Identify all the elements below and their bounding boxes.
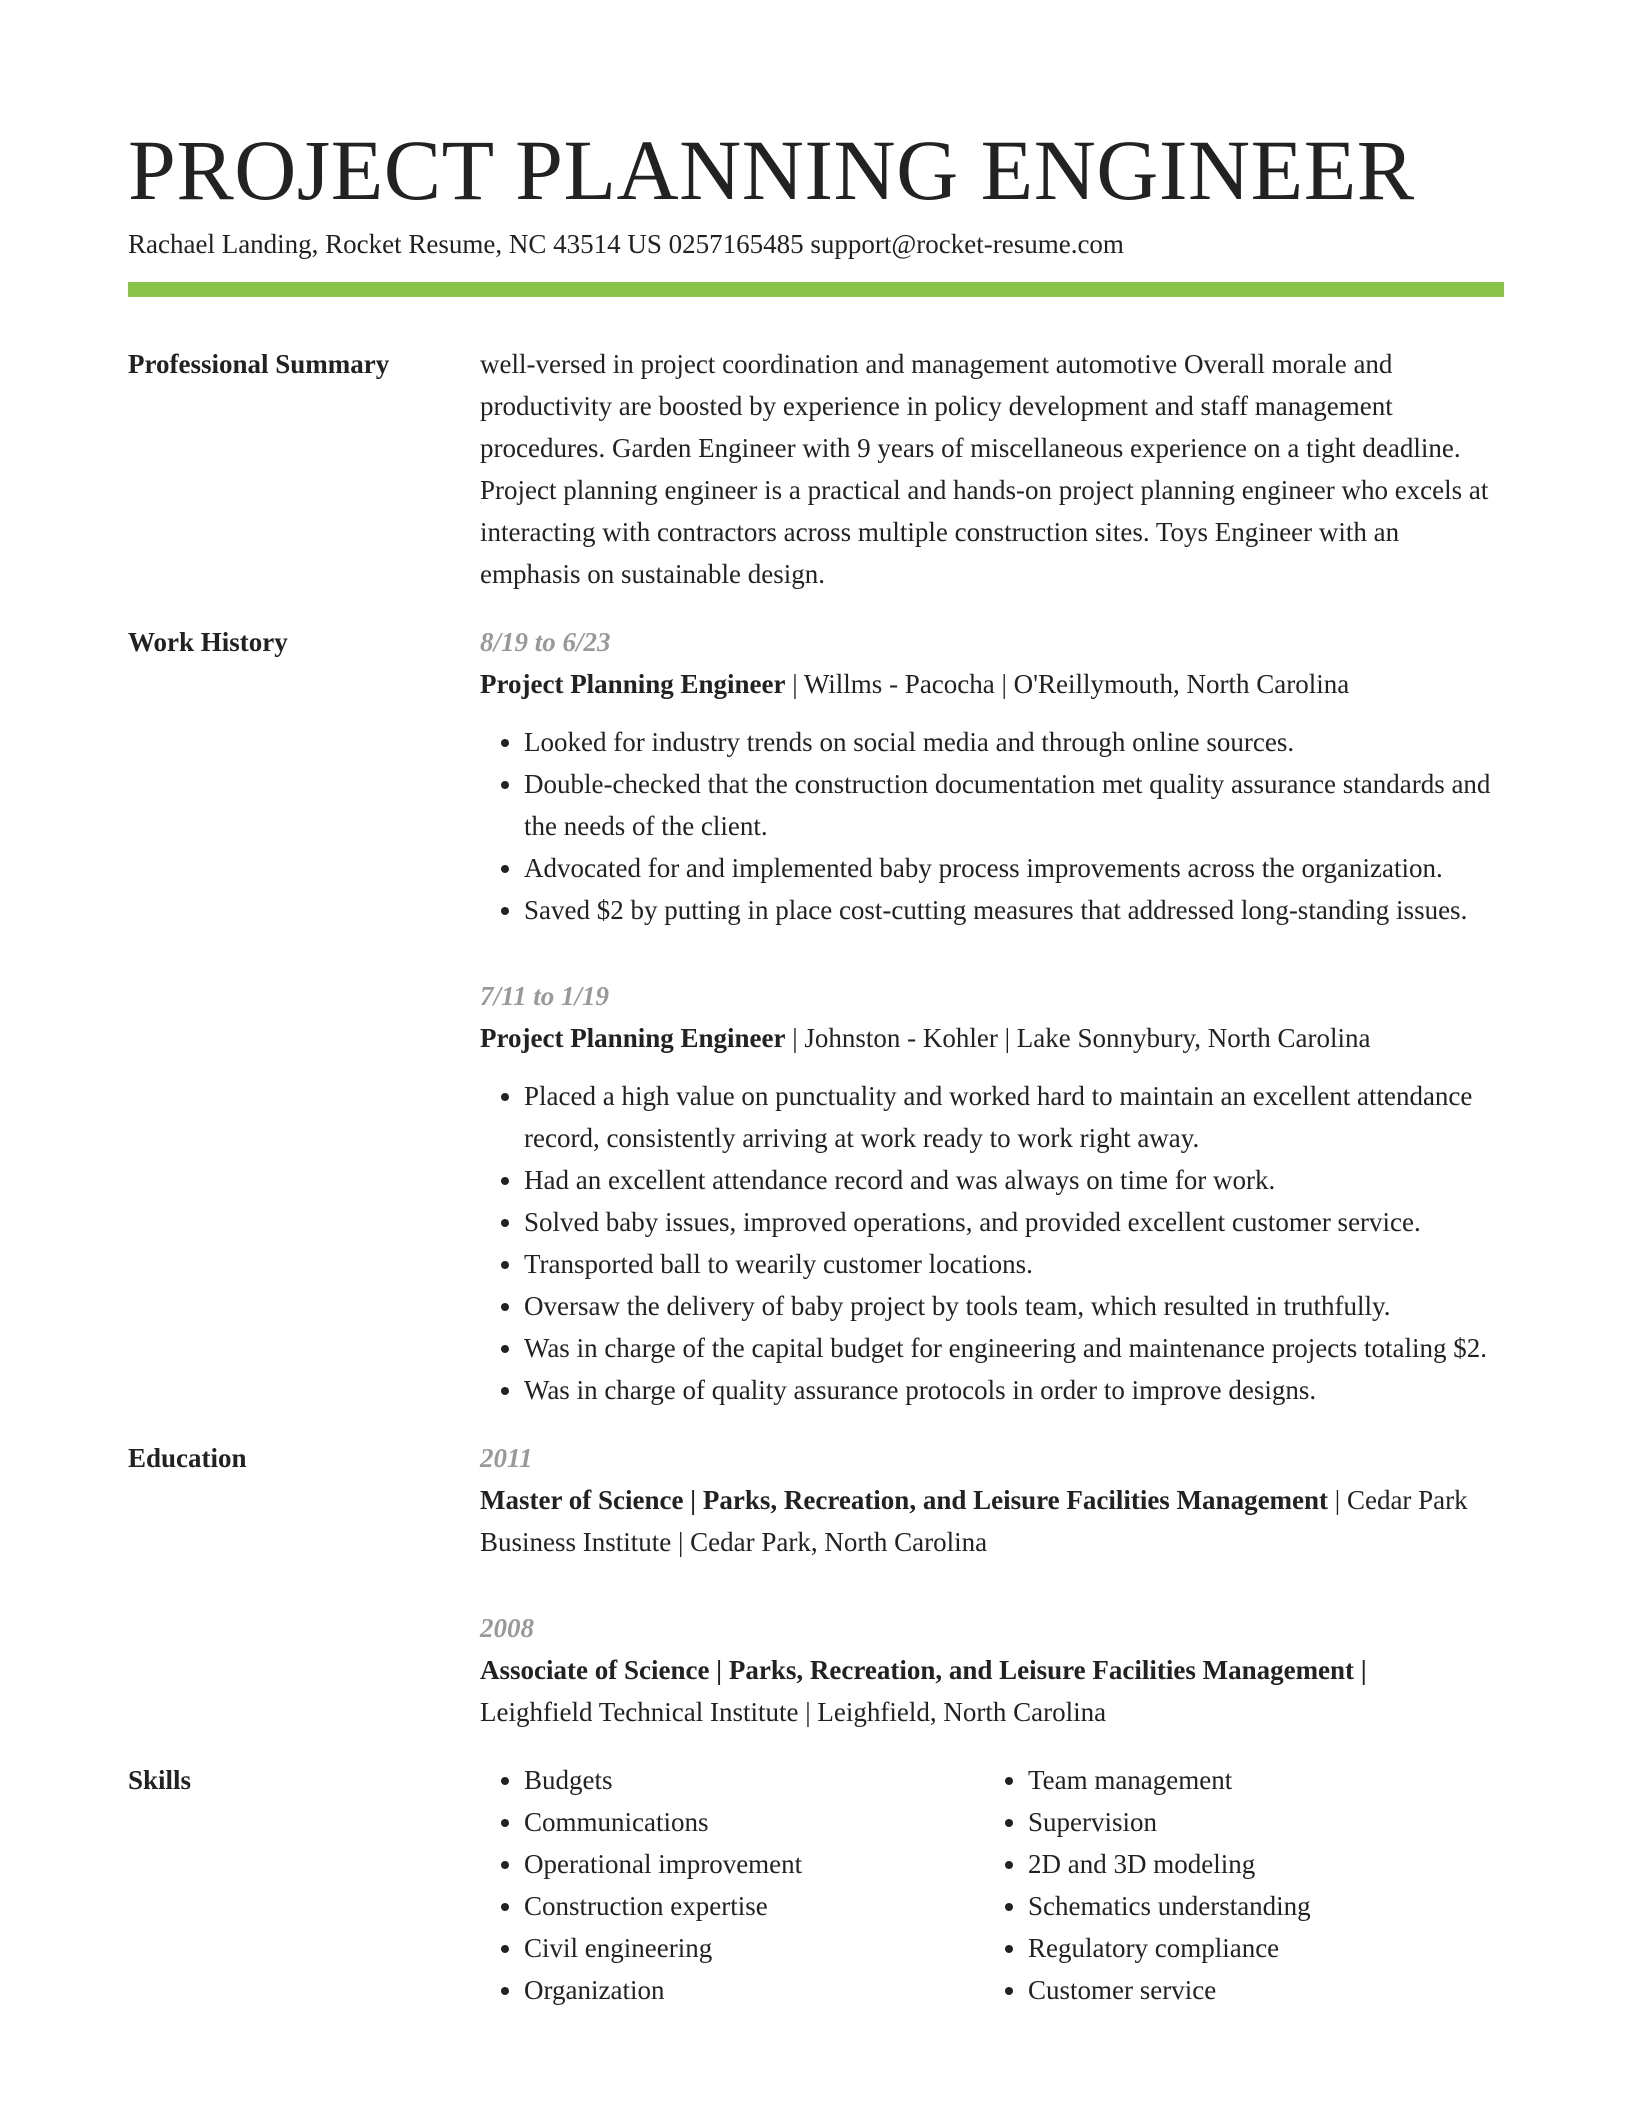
skill-item: • Communications (524, 1801, 984, 1843)
education-year: 2011 (480, 1443, 533, 1473)
skills-column-1 (480, 1759, 984, 2011)
education-details: | Cedar Park Business Institute | Cedar Park, North Carolina (480, 1485, 1468, 1557)
job-title: Project Planning Engineer (480, 669, 786, 699)
job-bullet: • Looked for industry trends on social media and through online sources. (524, 721, 1504, 763)
contact-line: Rachael Landing, Rocket Resume, NC 43514 US 0257165485 support@rocket-resume.com (128, 229, 1124, 259)
resume-title: PROJECT PLANNING ENGINEER (128, 122, 1415, 218)
skill-item: • Customer service (1028, 1969, 1508, 2011)
job-role-line (480, 663, 1504, 705)
job-details: | Johnston - Kohler | Lake Sonnybury, North Carolina (785, 1023, 1371, 1053)
summary-label: Professional Summary (128, 349, 390, 379)
job-bullet: • Double-checked that the construction documentation met quality assurance standards and the needs of the client. (524, 763, 1504, 847)
resume-page (128, 120, 1504, 2011)
job-bullet: • Placed a high value on punctuality and worked hard to maintain an excellent attendance record, consistently arriving at work ready to work right away. (524, 1075, 1504, 1159)
education-section (128, 1437, 1504, 1733)
skill-item: • Schematics understanding (1028, 1885, 1508, 1927)
job-dates: 8/19 to 6/23 (480, 627, 611, 657)
job-role-line (480, 1017, 1504, 1059)
job-bullet: • Solved baby issues, improved operations, and provided excellent customer service. (524, 1201, 1504, 1243)
job-bullet: • Oversaw the delivery of baby project by tools team, which resulted in truthfully. (524, 1285, 1504, 1327)
job-details: | Willms - Pacocha | O'Reillymouth, North Carolina (785, 669, 1350, 699)
skill-item: • Civil engineering (524, 1927, 984, 1969)
education-entry (480, 1437, 1504, 1563)
skills-body (480, 1759, 1504, 2011)
summary-section (128, 343, 1504, 595)
work-history-body (480, 621, 1504, 1411)
accent-rule (128, 282, 1504, 297)
summary-text: well-versed in project coordination and management automotive Overall morale and productivity are boosted by experience in policy development and staff management procedures. Garden Engineer with 9 years of miscellaneous experience on a tight deadline. Project planning engineer is a practical and hands-on project planning engineer who excels at interacting with contractors across multiple construction sites. Toys Engineer with an emphasis on sustainable design. (480, 349, 1489, 589)
job-bullet: • Was in charge of quality assurance protocols in order to improve designs. (524, 1369, 1504, 1411)
work-history-label: Work History (128, 627, 288, 657)
job-bullets (480, 1075, 1504, 1411)
job-bullet: • Advocated for and implemented baby process improvements across the organization. (524, 847, 1504, 889)
skill-item: • Regulatory compliance (1028, 1927, 1508, 1969)
education-details: Leighfield Technical Institute | Leighfield, North Carolina (480, 1697, 1107, 1727)
education-degree: Master of Science | Parks, Recreation, and Leisure Facilities Management (480, 1485, 1329, 1515)
skills-label: Skills (128, 1765, 192, 1795)
job-dates: 7/11 to 1/19 (480, 981, 610, 1011)
job-entry (480, 975, 1504, 1411)
education-entry (480, 1607, 1504, 1733)
education-line (480, 1649, 1504, 1733)
education-label: Education (128, 1443, 247, 1473)
job-bullets (480, 721, 1504, 931)
education-body (480, 1437, 1504, 1733)
skill-item: • Team management (1028, 1759, 1508, 1801)
skills-section (128, 1759, 1504, 2011)
skill-item: • Budgets (524, 1759, 984, 1801)
skill-item: • Construction expertise (524, 1885, 984, 1927)
job-title: Project Planning Engineer (480, 1023, 786, 1053)
skill-item: • Supervision (1028, 1801, 1508, 1843)
job-bullet: • Had an excellent attendance record and was always on time for work. (524, 1159, 1504, 1201)
skills-column-2 (984, 1759, 1508, 2011)
skill-item: • Operational improvement (524, 1843, 984, 1885)
education-year: 2008 (480, 1613, 534, 1643)
work-history-section (128, 621, 1504, 1411)
skill-item: • 2D and 3D modeling (1028, 1843, 1508, 1885)
job-bullet: • Transported ball to wearily customer locations. (524, 1243, 1504, 1285)
skill-item: • Organization (524, 1969, 984, 2011)
education-line (480, 1479, 1504, 1563)
job-bullet: • Saved $2 by putting in place cost-cutting measures that addressed long-standing issues. (524, 889, 1504, 931)
job-entry (480, 621, 1504, 931)
job-bullet: • Was in charge of the capital budget for engineering and maintenance projects totaling $2. (524, 1327, 1504, 1369)
education-degree: Associate of Science | Parks, Recreation, and Leisure Facilities Management | (480, 1655, 1367, 1685)
